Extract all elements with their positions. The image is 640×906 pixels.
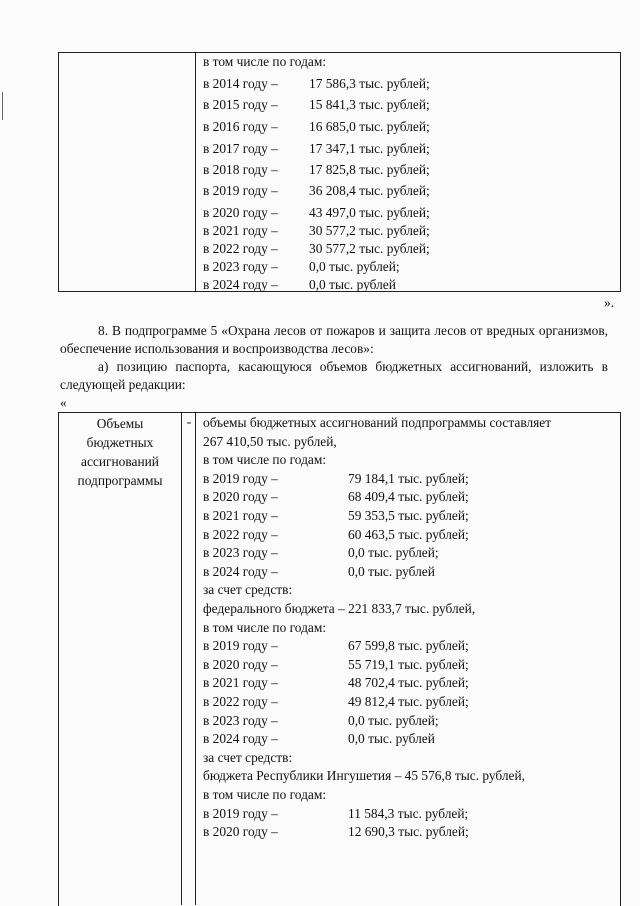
amount-value: 0,0 тыс. рублей bbox=[348, 731, 435, 747]
year-label: в 2016 году – bbox=[203, 119, 278, 134]
scan-margin-mark bbox=[2, 92, 3, 120]
year-label: в 2020 году – bbox=[203, 205, 278, 220]
year-label: в 2021 году – bbox=[203, 223, 278, 238]
year-label: в 2024 году – bbox=[203, 277, 278, 292]
by-years-label: в том числе по годам: bbox=[203, 619, 327, 635]
by-years-label: в том числе по годам: bbox=[203, 452, 327, 468]
amount-value: 15 841,3 тыс. рублей; bbox=[309, 97, 430, 112]
amount-value: 30 577,2 тыс. рублей; bbox=[309, 241, 430, 256]
year-label: в 2022 году – bbox=[203, 526, 278, 542]
year-label: в 2024 году – bbox=[203, 563, 278, 579]
dash-cell: - bbox=[186, 414, 192, 429]
amount-value: 0,0 тыс. рублей; bbox=[348, 712, 439, 728]
open-quote: « bbox=[60, 395, 67, 410]
amount-value: 60 463,5 тыс. рублей; bbox=[348, 526, 469, 542]
amount-value: 68 409,4 тыс. рублей; bbox=[348, 489, 469, 505]
year-label: в 2023 году – bbox=[203, 259, 278, 274]
amount-value: 79 184,1 тыс. рублей; bbox=[348, 470, 469, 486]
amount-value: 17 586,3 тыс. рублей; bbox=[309, 76, 430, 91]
amount-value: 48 702,4 тыс. рублей; bbox=[348, 675, 469, 691]
amount-value: 17 825,8 тыс. рублей; bbox=[309, 162, 430, 177]
amount-value: 0,0 тыс. рублей; bbox=[348, 545, 439, 561]
amount-value: 67 599,8 тыс. рублей; bbox=[348, 638, 469, 654]
label-line: бюджетных bbox=[86, 435, 154, 450]
federal-budget-line: федерального бюджета – 221 833,7 тыс. рублей, bbox=[203, 601, 476, 616]
amount-value: 55 719,1 тыс. рублей; bbox=[348, 656, 469, 672]
bottom-table-divider-1 bbox=[181, 412, 182, 905]
year-label: в 2014 году – bbox=[203, 76, 278, 91]
year-label: в 2020 году – bbox=[203, 489, 278, 505]
amount-value: 30 577,2 тыс. рублей; bbox=[309, 223, 430, 238]
year-label: в 2020 году – bbox=[203, 824, 278, 840]
top-table-divider bbox=[195, 52, 196, 291]
year-label: в 2022 году – bbox=[203, 241, 278, 256]
year-label: в 2018 году – bbox=[203, 162, 278, 177]
year-label: в 2023 году – bbox=[203, 545, 278, 561]
label-line: Объемы bbox=[96, 416, 144, 431]
amount-value: 43 497,0 тыс. рублей; bbox=[309, 205, 430, 220]
label-line: ассигнований bbox=[81, 454, 159, 469]
year-label: в 2019 году – bbox=[203, 638, 278, 654]
appropriations-intro: объемы бюджетных ассигнований подпрограммы составляет bbox=[203, 415, 552, 430]
appropriations-total: 267 410,50 тыс. рублей, bbox=[203, 433, 337, 449]
year-label: в 2024 году – bbox=[203, 731, 278, 747]
year-label: в 2019 году – bbox=[203, 470, 278, 486]
year-label: в 2021 году – bbox=[203, 675, 278, 691]
paragraph-8: 8. В подпрограмме 5 «Охрана лесов от пожаров и защита лесов от вредных организмов, обеспечение использования и воспроизводства лесов»: bbox=[60, 323, 608, 356]
amount-value: 16 685,0 тыс. рублей; bbox=[309, 119, 430, 134]
year-label: в 2019 году – bbox=[203, 183, 278, 198]
paragraph-a: а) позицию паспорта, касающуюся объемов бюджетных ассигнований, изложить в следующей редакции: bbox=[60, 359, 608, 392]
regional-budget-line: бюджета Республики Ингушетия – 45 576,8 тыс. рублей, bbox=[203, 768, 526, 784]
year-label: в 2023 году – bbox=[203, 712, 278, 728]
year-label: в 2020 году – bbox=[203, 656, 278, 672]
amount-value: 59 353,5 тыс. рублей; bbox=[348, 508, 469, 523]
amount-value: 12 690,3 тыс. рублей; bbox=[348, 824, 469, 840]
amount-value: 49 812,4 тыс. рублей; bbox=[348, 694, 469, 709]
year-label: в 2022 году – bbox=[203, 694, 278, 709]
bottom-table-divider-2 bbox=[195, 412, 196, 905]
year-label: в 2019 году – bbox=[203, 805, 278, 821]
by-years-label: в том числе по годам: bbox=[203, 787, 327, 802]
amount-value: 36 208,4 тыс. рублей; bbox=[309, 183, 430, 198]
top-table-header: в том числе по годам: bbox=[203, 54, 327, 69]
amount-value: 0,0 тыс. рублей; bbox=[309, 259, 400, 274]
close-quote: ». bbox=[604, 295, 615, 310]
amount-value: 0,0 тыс. рублей bbox=[348, 563, 435, 579]
amount-value: 0,0 тыс. рублей bbox=[309, 277, 396, 292]
funding-source-label: за счет средств: bbox=[203, 749, 293, 765]
appropriations-label-cell bbox=[60, 414, 180, 490]
amount-value: 17 347,1 тыс. рублей; bbox=[309, 141, 430, 156]
amount-value: 11 584,3 тыс. рублей; bbox=[348, 805, 469, 821]
year-label: в 2021 году – bbox=[203, 508, 278, 523]
label-line: подпрограммы bbox=[77, 473, 163, 488]
year-label: в 2017 году – bbox=[203, 141, 278, 156]
year-label: в 2015 году – bbox=[203, 97, 278, 112]
funding-source-label: за счет средств: bbox=[203, 582, 293, 598]
